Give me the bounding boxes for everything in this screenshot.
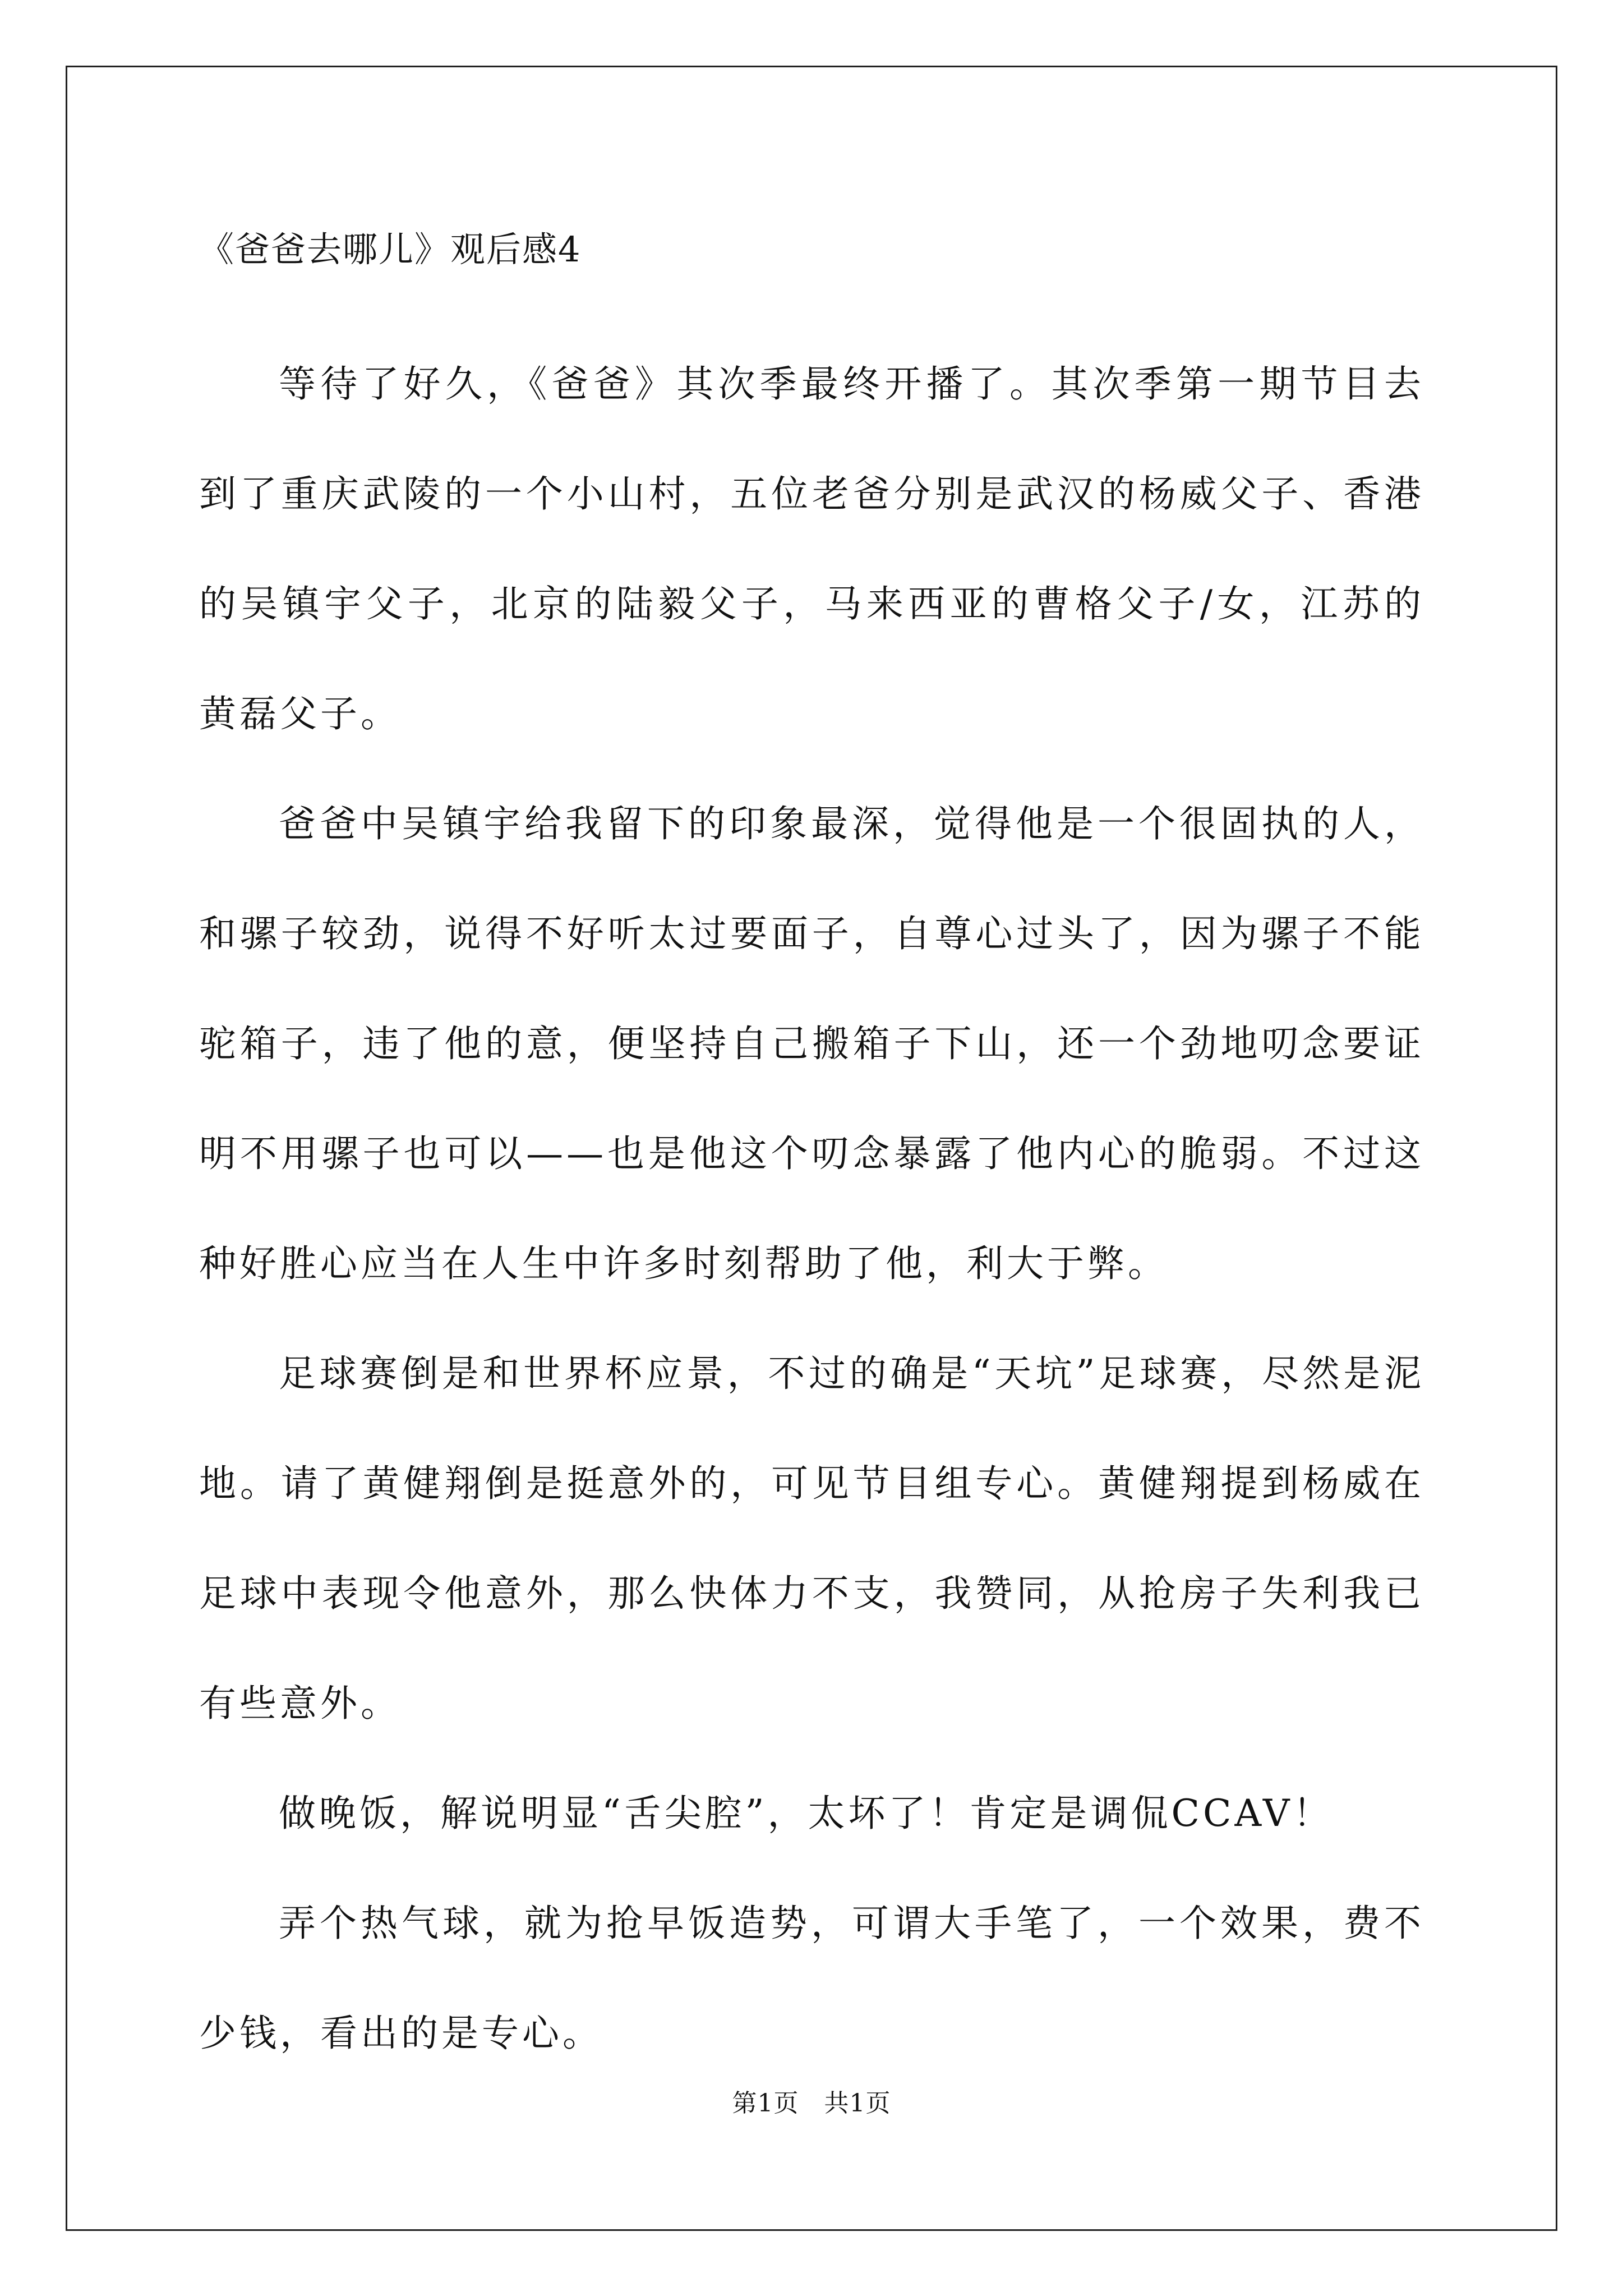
paragraph-3: 足球赛倒是和世界杯应景，不过的确是“天坑”足球赛，尽然是泥地。请了黄健翔倒是挺意外的，可见节目组专心。黄健翔提到杨威在足球中表现令他意外，那么快体力不支，我赞同，从抢房子失利我已有些意外。 xyxy=(199,1352,1424,1725)
paragraph-5: 弄个热气球，就为抢早饭造势，可谓大手笔了，一个效果，费不少钱，看出的是专心。 xyxy=(199,1902,1424,2055)
document-body xyxy=(199,222,1424,2088)
paragraph-1: 等待了好久，《爸爸》其次季最终开播了。其次季第一期节目去到了重庆武陵的一个小山村，五位老爸分别是武汉的杨威父子、香港的吴镇宇父子，北京的陆毅父子，马来西亚的曹格父子/女，江苏的黄磊父子。 xyxy=(199,362,1424,735)
paragraph-2: 爸爸中吴镇宇给我留下的印象最深，觉得他是一个很固执的人，和骡子较劲，说得不好听太过要面子，自尊心过头了，因为骡子不能驼箱子，违了他的意，便坚持自己搬箱子下山，还一个劲地叨念要证明不用骡子也可以——也是他这个叨念暴露了他内心的脆弱。不过这种好胜心应当在人生中许多时刻帮助了他，利大于弊。 xyxy=(199,802,1424,1285)
page-footer: 第1页 共1页 xyxy=(732,2089,891,2118)
document-title: 《爸爸去哪儿》观后感4 xyxy=(199,229,582,270)
paragraph-4: 做晚饭，解说明显“舌尖腔”，太坏了！肯定是调侃CCAV！ xyxy=(279,1792,1334,1835)
